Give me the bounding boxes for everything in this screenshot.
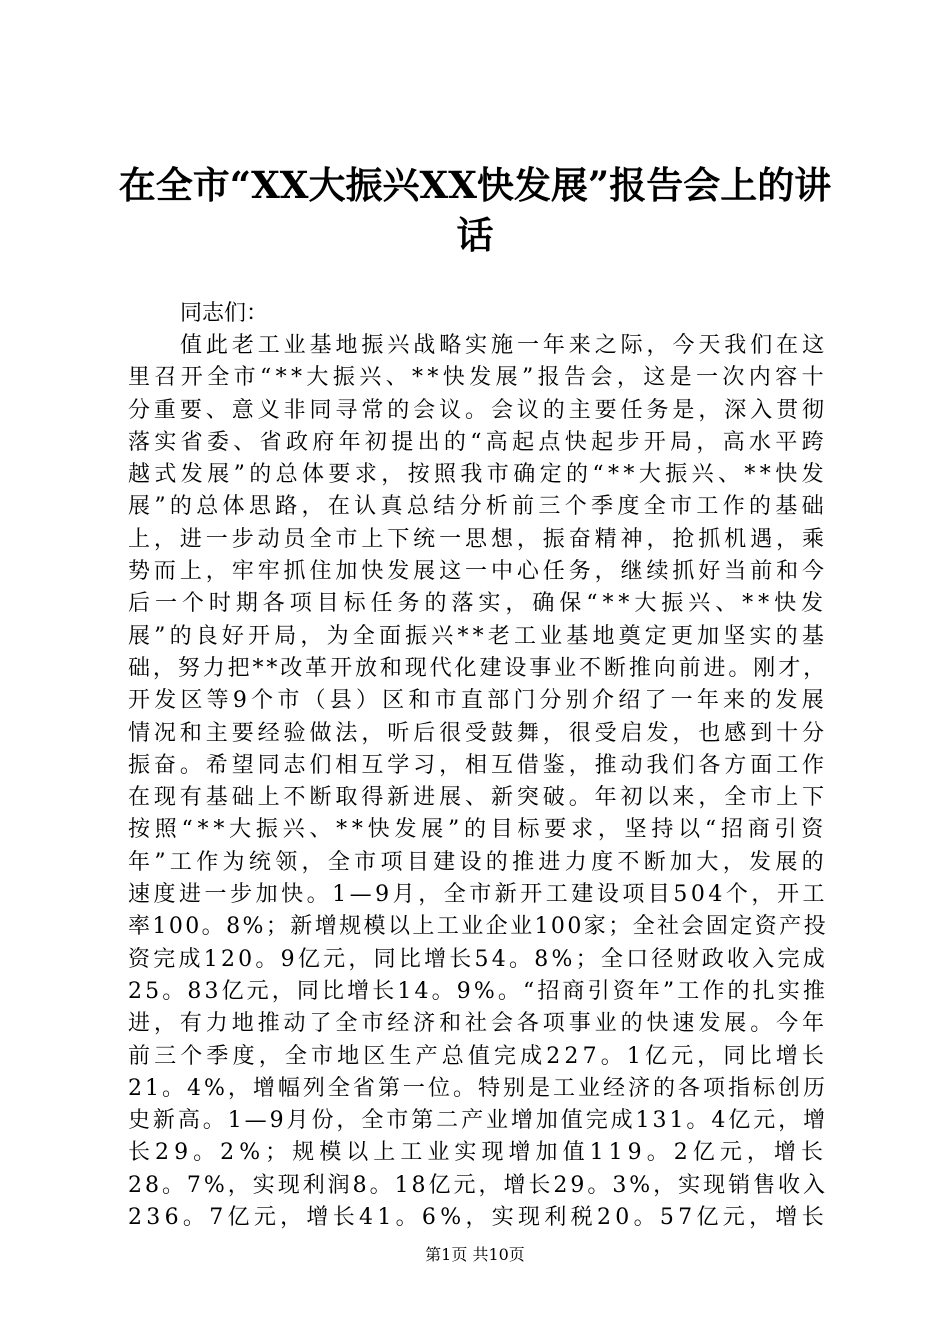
- body-line: 值此老工业基地振兴战略实施一年来之际，今天我们在这: [180, 333, 828, 358]
- body-line: 长29。2%；规模以上工业实现增加值119。2亿元，增长: [128, 1140, 828, 1166]
- body-text: [128, 330, 828, 1234]
- body-line: 势而上，牢牢抓住加快发展这一中心任务，继续抓好当前和今: [128, 559, 828, 585]
- page-footer: 第1页 共10页: [425, 1245, 525, 1264]
- body-line: 前三个季度，全市地区生产总值完成227。1亿元，同比增长: [128, 1043, 828, 1069]
- body-line: 里召开全市“**大振兴、**快发展”报告会，这是一次内容十: [128, 365, 828, 391]
- document-title: [100, 160, 850, 260]
- body-line: 按照“**大振兴、**快发展”的目标要求，坚持以“招商引资: [128, 817, 828, 843]
- body-line: 分重要、意义非同寻常的会议。会议的主要任务是，深入贯彻: [128, 397, 828, 423]
- body-line: 史新高。1—9月份，全市第二产业增加值完成131。4亿元，增: [128, 1108, 828, 1134]
- body-line: 情况和主要经验做法，听后很受鼓舞，很受启发，也感到十分: [128, 720, 828, 746]
- body-line: 21。4%，增幅列全省第一位。特别是工业经济的各项指标创历: [128, 1075, 828, 1101]
- body-line: 开发区等9个市（县）区和市直部门分别介绍了一年来的发展: [128, 688, 828, 714]
- body-line: 236。7亿元，增长41。6%，实现利税20。57亿元，增长: [128, 1205, 828, 1231]
- body-line: 25。83亿元，同比增长14。9%。“招商引资年”工作的扎实推: [128, 978, 828, 1004]
- body-line: 28。7%，实现利润8。18亿元，增长29。3%，实现销售收入: [128, 1172, 828, 1198]
- salutation: 同志们：: [180, 301, 269, 326]
- body-line: 在现有基础上不断取得新进展、新突破。年初以来，全市上下: [128, 785, 828, 811]
- body-line: 进，有力地推动了全市经济和社会各项事业的快速发展。今年: [128, 1011, 828, 1037]
- body-line: 上，进一步动员全市上下统一思想，振奋精神，抢抓机遇，乘: [128, 526, 828, 552]
- body-line: 落实省委、省政府年初提出的“高起点快起步开局，高水平跨: [128, 429, 828, 455]
- body-line: 展”的总体思路，在认真总结分析前三个季度全市工作的基础: [128, 494, 828, 520]
- body-line: 越式发展”的总体要求，按照我市确定的“**大振兴、**快发: [128, 462, 828, 488]
- body-line: 速度进一步加快。1—9月，全市新开工建设项目504个，开工: [128, 882, 828, 908]
- body-line: 础，努力把**改革开放和现代化建设事业不断推向前进。刚才，: [128, 655, 828, 681]
- document-title-line-1: 在全市“XX大振兴XX快发展”报告会上的讲: [118, 163, 832, 207]
- body-line: 后一个时期各项目标任务的落实，确保“**大振兴、**快发: [128, 591, 828, 617]
- document-title-line-2: 话: [456, 213, 494, 257]
- body-line: 资完成120。9亿元，同比增长54。8%；全口径财政收入完成: [128, 946, 828, 972]
- body-line: 展”的良好开局，为全面振兴**老工业基地奠定更加坚实的基: [128, 623, 828, 649]
- body-line: 率100。8%；新增规模以上工业企业100家；全社会固定资产投: [128, 914, 828, 940]
- body-line: 振奋。希望同志们相互学习，相互借鉴，推动我们各方面工作: [128, 752, 828, 778]
- body-line: 年”工作为统领，全市项目建设的推进力度不断加大，发展的: [128, 849, 828, 875]
